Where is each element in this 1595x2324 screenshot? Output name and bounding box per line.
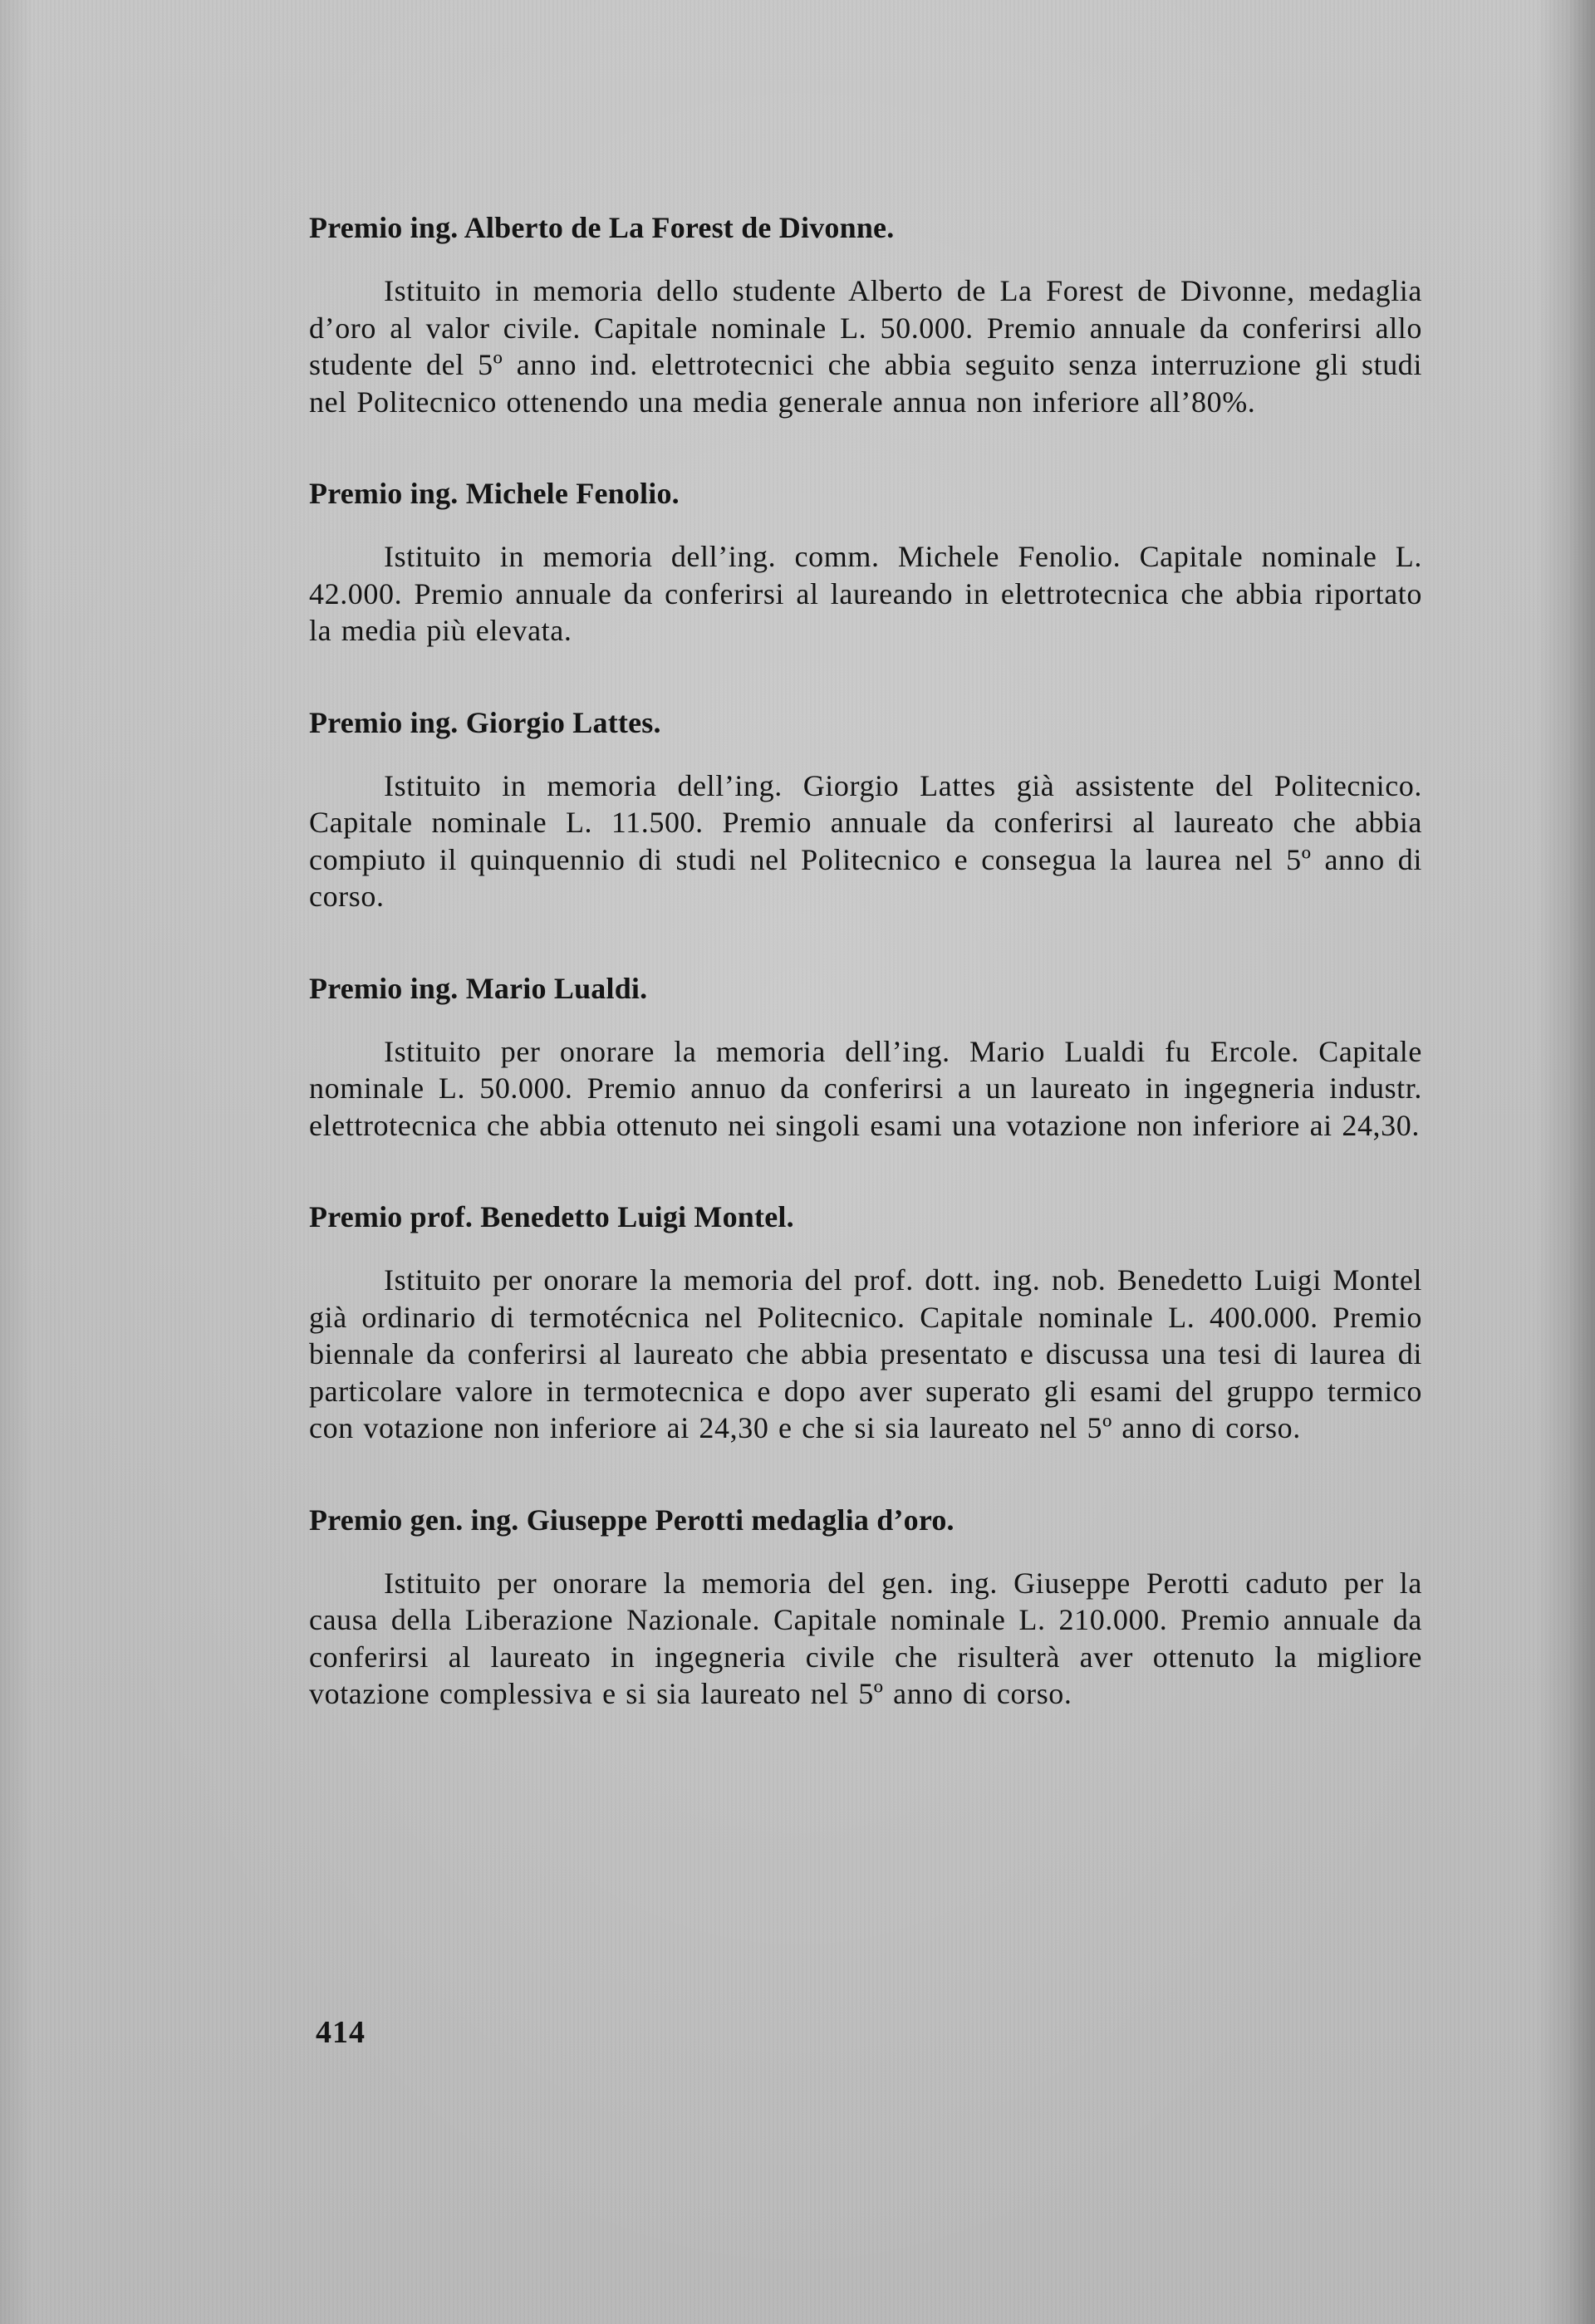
prize-description: Istituito per onorare la memoria del prof. dott. ing. nob. Benedetto Luigi Montel già ordinario di termotécnica nel Politecnico. Capitale nominale L. 400.000. Premio biennale da conferirsi al laureato che abbia presentato e discussa una tesi di laurea di particolare valore in termotecnica e dopo aver superato gli esami del gruppo termico con votazione non inferiore ai 24,30 e che si sia laureato nel 5º anno di corso. [309, 1263, 1422, 1444]
page-left-shadow [0, 0, 33, 2324]
prize-title: Premio ing. Mario Lualdi. [309, 971, 648, 1005]
prize-description: Istituito in memoria dell’ing. comm. Michele Fenolio. Capitale nominale L. 42.000. Premio annuale da conferirsi al laureando in elettrotecnica che abbia riportato la media più elevata. [309, 540, 1422, 647]
prize-entry [309, 209, 1422, 420]
prize-entry [309, 1199, 1422, 1447]
prize-description: Istituito per onorare la memoria dell’ing. Mario Lualdi fu Ercole. Capitale nominale L. 50.000. Premio annuo da conferirsi a un laureato in ingegneria industr. elettrotecnica che abbia ottenuto nei singoli esami una votazione non inferiore ai 24,30. [309, 1034, 1422, 1142]
prize-entry [309, 970, 1422, 1145]
page-right-shadow [1537, 0, 1595, 2324]
prize-title: Premio ing. Giorgio Lattes. [309, 705, 661, 739]
prize-description: Istituito in memoria dell’ing. Giorgio Lattes già assistente del Politecnico. Capitale nominale L. 11.500. Premio annuale da conferirsi al laureato che abbia compiuto il quinquennio di studi nel Politecnico e consegua la laurea nel 5º anno di corso. [309, 768, 1422, 913]
prize-entry [309, 1502, 1422, 1713]
prize-description: Istituito in memoria dello studente Alberto de La Forest de Divonne, medaglia d’oro al valor civile. Capitale nominale L. 50.000. Premio annuale da conferirsi allo studente del 5º anno ind. elettrotecnici che abbia seguito senza interruzione gli studi nel Politecnico ottenendo una media generale annua non inferiore all’80%. [309, 274, 1422, 419]
prize-description: Istituito per onorare la memoria del gen. ing. Giuseppe Perotti caduto per la causa della Liberazione Nazionale. Capitale nominale L. 210.000. Premio annuale da conferirsi al laureato in ingegneria civile che risulterà aver ottenuto la migliore votazione complessiva e si sia laureato nel 5º anno di corso. [309, 1566, 1422, 1710]
prize-title: Premio prof. Benedetto Luigi Montel. [309, 1200, 794, 1233]
prize-entry [309, 704, 1422, 915]
prize-title: Premio ing. Alberto de La Forest de Divonne. [309, 211, 895, 244]
prize-title: Premio gen. ing. Giuseppe Perotti medaglia d’oro. [309, 1503, 955, 1537]
prize-entry [309, 475, 1422, 650]
page-number: 414 [316, 2015, 366, 2050]
page-content [309, 209, 1422, 1768]
prize-title: Premio ing. Michele Fenolio. [309, 477, 680, 510]
